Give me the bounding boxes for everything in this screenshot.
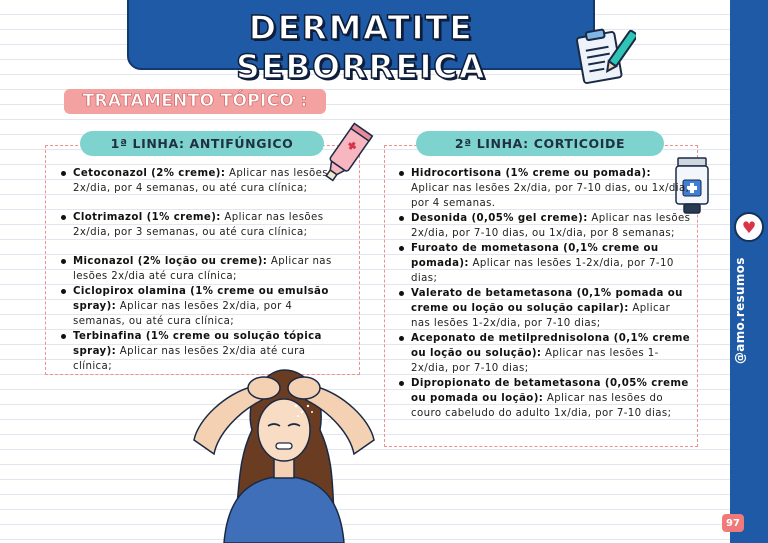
- drug-name: Cetoconazol (2% creme):: [73, 168, 226, 179]
- section-title: TRATAMENTO TÓPICO :: [82, 91, 308, 111]
- list-item: [396, 241, 692, 286]
- drug-name: Ciclopirox olamina (1% creme ou emulsão spray):: [73, 286, 329, 312]
- list-item: [396, 331, 692, 376]
- list-item: [396, 376, 692, 421]
- drug-name: Aceponato de metilprednisolona (0,1% creme ou loção ou solução):: [411, 333, 691, 359]
- drug-instructions: Aplicar nas lesões 2x/dia até cura clínica;: [73, 256, 332, 282]
- page-number: 97: [722, 514, 744, 532]
- clipboard-pen-icon: [572, 22, 636, 86]
- drug-name: Hidrocortisona (1% creme ou pomada):: [411, 168, 651, 179]
- drug-instructions: Aplicar nas lesões 2x/dia, por 7-10 dias, ou 1x/dia, por 4 semanas.: [411, 183, 690, 209]
- drug-instructions: Aplicar nas lesões 2x/dia, por 4 semanas, ou até cura clínica;: [73, 168, 328, 194]
- column-header-corticoid: 2ª LINHA: CORTICOIDE: [416, 131, 664, 156]
- column-header-antifungal: 1ª LINHA: ANTIFÚNGICO: [80, 131, 324, 156]
- drug-instructions: Aplicar nas lesões 1-2x/dia, por 7-10 dias;: [411, 258, 674, 284]
- drug-instructions: Aplicar nas lesões 2x/dia até cura clínica;: [73, 346, 306, 372]
- drug-instructions: Aplicar nas lesões 2x/dia, por 3 semanas, ou até cura clínica;: [73, 212, 324, 238]
- list-item: [58, 254, 348, 284]
- list-item: [396, 286, 692, 331]
- list-item: [58, 210, 348, 240]
- drug-instructions: Aplicar nas lesões 1-2x/dia, por 7-10 dias;: [411, 303, 671, 329]
- instagram-handle: @amo.resumos: [733, 257, 747, 365]
- drug-name: Miconazol (2% loção ou creme):: [73, 256, 268, 267]
- corticoid-list: [396, 166, 692, 421]
- list-item: [396, 211, 692, 241]
- drug-name: Desonida (0,05% gel creme):: [411, 213, 588, 224]
- drug-instructions: Aplicar nas lesões 1-2x/dia, por 7-10 dias;: [411, 348, 659, 374]
- drug-name: Valerato de betametasona (0,1% pomada ou creme ou loção ou solução capilar):: [411, 288, 683, 314]
- drug-name: Terbinafina (1% creme ou solução tópica spray):: [73, 331, 322, 357]
- itchy-scalp-woman-illustration: [184, 360, 384, 543]
- drug-name: Dipropionato de betametasona (0,05% creme ou pomada ou loção):: [411, 378, 689, 404]
- page-title: DERMATITE SEBORREICA: [236, 8, 486, 86]
- list-item: [58, 284, 348, 329]
- antifungal-list: [58, 166, 348, 374]
- drug-instructions: Aplicar nas lesões 2x/dia, por 7-10 dias, ou 1x/dia, por 8 semanas;: [411, 213, 691, 239]
- list-item: [396, 166, 692, 211]
- drug-instructions: Aplicar nas lesões 2x/dia, por 4 semanas, ou até cura clínica;: [73, 301, 293, 327]
- drug-name: Furoato de mometasona (0,1% creme ou pomada):: [411, 243, 659, 269]
- drug-instructions: Aplicar nas lesões do couro cabeludo do adulto 1x/dia, por 7-10 dias;: [411, 393, 672, 419]
- drug-name: Clotrimazol (1% creme):: [73, 212, 221, 223]
- heart-icon: ♥: [734, 212, 764, 242]
- list-item: [58, 166, 348, 196]
